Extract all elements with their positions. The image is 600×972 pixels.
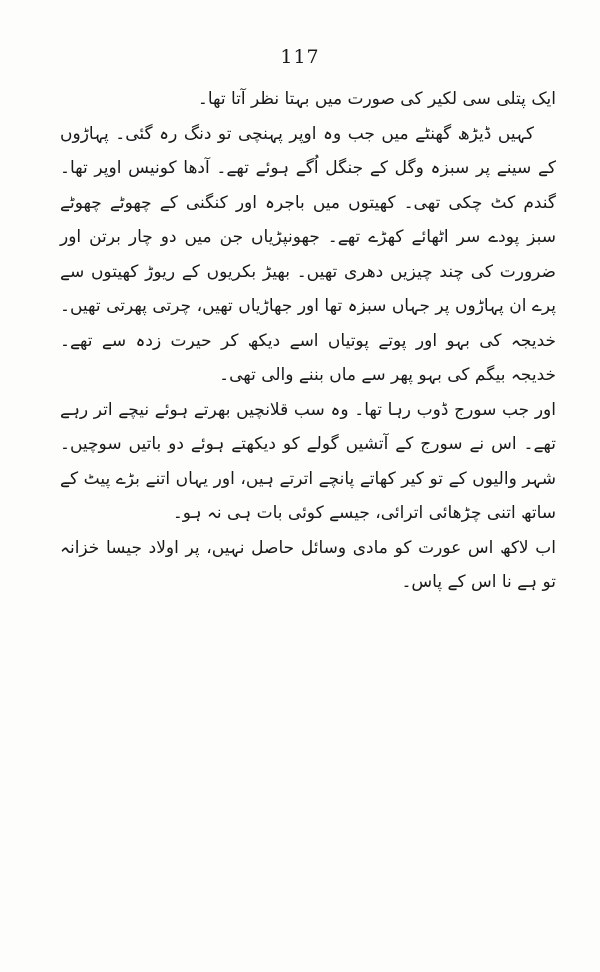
paragraph-2: کہیں ڈیڑھ گھنٹے میں جب وہ اوپر پہنچی تو دنگ رہ گئی۔ پہاڑوں کے سینے پر سبزہ وگل کے جنگل اُگے ہوئے تھے۔ آدھا کونیس اوپر تھا۔ گندم کٹ چکی تھی۔ کھیتوں میں باجرہ اور کنگنی کے چھوٹے چھوٹے سبز پودے سر اٹھائے کھڑے تھے۔ جھونپڑیاں جن میں دو چار برتن اور ضرورت کی چند چیزیں دھری تھیں۔ بھیڑ بکریوں کے ریوڑ کھیتوں سے پرے ان پہاڑوں پر جہاں سبزہ تھا اور جھاڑیاں تھیں، چرتی پھرتی تھیں۔ خدیجہ کی بہو اور پوتے پوتیاں اسے دیکھ کر حیرت زدہ سے تھے۔ خدیجہ بیگم کی بہو پھر سے ماں بننے والی تھی۔: [60, 123, 556, 385]
page-body-text: [60, 82, 556, 600]
page-number: 117: [280, 46, 320, 68]
paragraph-3: اور جب سورج ڈوب رہا تھا۔ وہ سب قلانچیں بھرتے ہوئے نیچے اتر رہے تھے۔ اس نے سورج کے آتشیں گولے کو دیکھتے ہوئے دو باتیں سوچیں۔ شہر والیوں کے تو کیر کھاتے پانچے اترتے ہیں، اور یہاں اتنے بڑے پیٹ کے ساتھ اتنی چڑھائی اترائی، جیسے کوئی بات ہی نہ ہو۔: [60, 399, 556, 523]
paragraph-4: اب لاکھ اس عورت کو مادی وسائل حاصل نہیں، پر اولاد جیسا خزانہ تو ہے نا اس کے پاس۔: [60, 537, 556, 592]
paragraph-1: ایک پتلی سی لکیر کی صورت میں بہتا نظر آتا تھا۔: [197, 89, 556, 109]
